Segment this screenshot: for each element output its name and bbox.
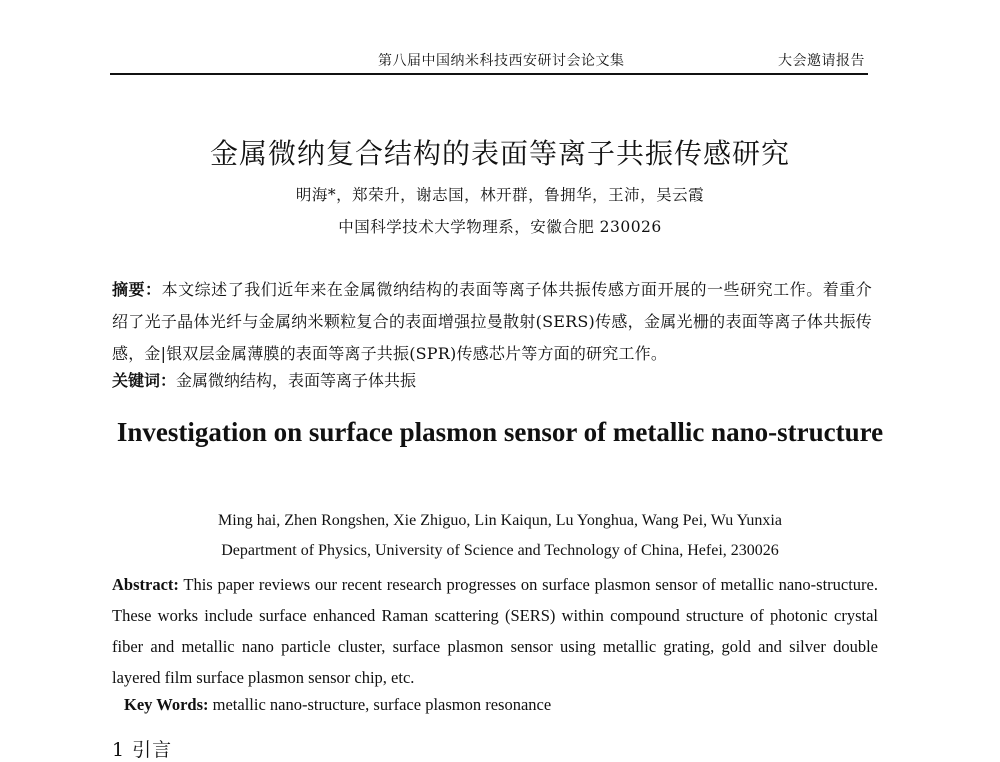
english-keywords-label: Key Words:: [124, 695, 209, 714]
english-abstract-text: This paper reviews our recent research progresses on surface plasmon sensor of metallic nano-structure. These works include surface enhanced Raman scattering (SERS) within compound structure of photonic crystal fiber and metallic nano particle cluster, surface plasmon sensor using metallic grating, gold and silver double layered film surface plasmon sensor chip, etc.: [112, 575, 878, 687]
report-type-label: 大会邀请报告: [778, 53, 865, 69]
section-heading-introduction: 1 引言: [112, 739, 173, 761]
header-rule: [110, 73, 868, 75]
english-affiliation: Department of Physics, University of Science and Technology of China, Hefei, 230026: [221, 542, 779, 559]
chinese-authors: 明海*，郑荣升，谢志国，林开群，鲁拥华，王沛，吴云霞: [295, 186, 705, 204]
chinese-affiliation: 中国科学技术大学物理系，安徽合肥 230026: [338, 218, 662, 236]
running-header: [110, 50, 865, 72]
chinese-abstract-text: 本文综述了我们近年来在金属微纳结构的表面等离子体共振传感方面开展的一些研究工作。着重介绍了光子晶体光纤与金属纳米颗粒复合的表面增强拉曼散射(SERS)传感，金属光栅的表面等离子体共振传感，金|银双层金属薄膜的表面等离子共振(SPR)传感芯片等方面的研究工作。: [112, 280, 872, 363]
chinese-abstract: [112, 274, 872, 370]
chinese-abstract-label: 摘要：: [112, 280, 162, 299]
chinese-keywords-text: 金属微纳结构，表面等离子体共振: [176, 371, 417, 390]
english-authors: Ming hai, Zhen Rongshen, Xie Zhiguo, Lin Kaiqun, Lu Yonghua, Wang Pei, Wu Yunxia: [218, 512, 782, 529]
english-keywords: [124, 695, 864, 715]
proceedings-title: 第八届中国纳米科技西安研讨会论文集: [378, 53, 625, 69]
english-title: Investigation on surface plasmon sensor of metallic nano-structure: [116, 417, 884, 447]
english-abstract: [112, 569, 878, 693]
chinese-keywords-label: 关键词：: [112, 371, 177, 390]
chinese-keywords: [112, 370, 872, 392]
english-keywords-text: metallic nano-structure, surface plasmon resonance: [212, 695, 552, 714]
chinese-title: 金属微纳复合结构的表面等离子共振传感研究: [209, 137, 790, 170]
english-abstract-label: Abstract:: [112, 575, 179, 594]
